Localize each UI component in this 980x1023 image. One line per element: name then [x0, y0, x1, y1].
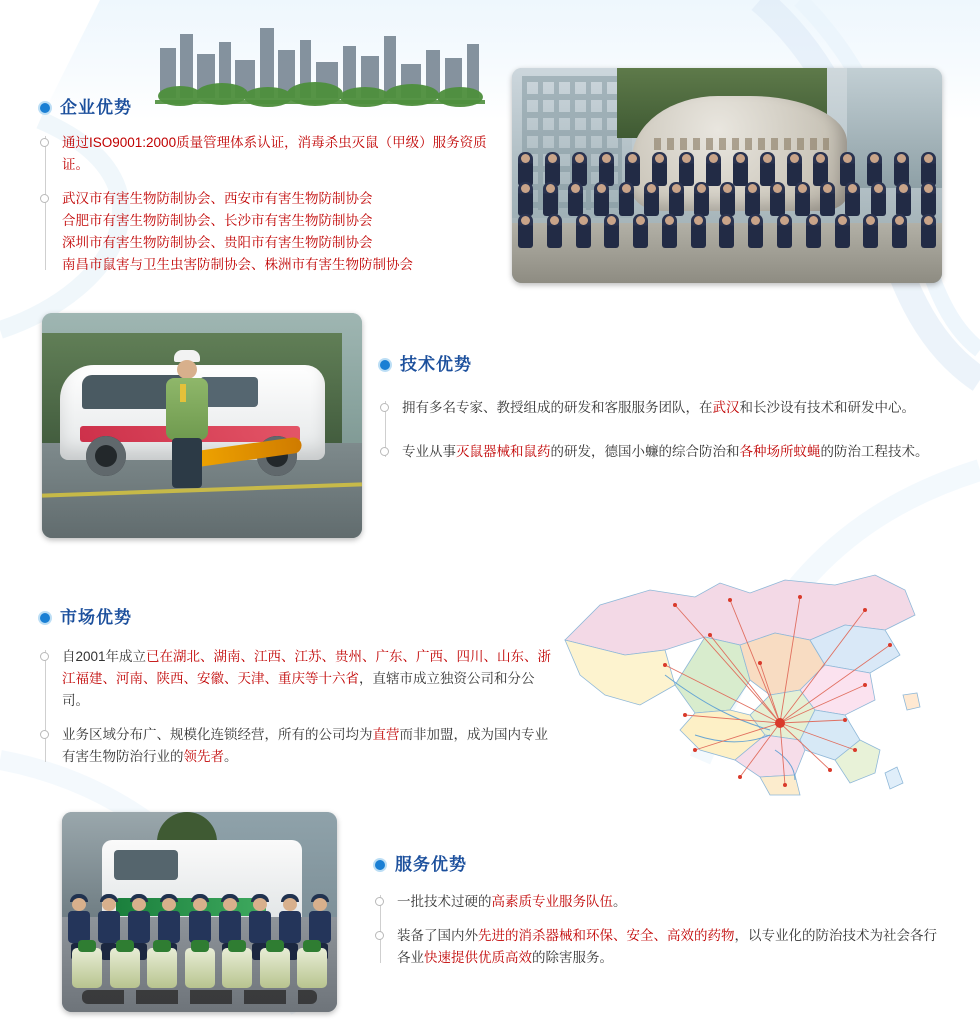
- list-item-highlight: 直营: [372, 727, 400, 742]
- section-enterprise-advantage: [40, 98, 490, 276]
- bullet-dot-icon: [40, 613, 50, 623]
- section-title-market: [40, 608, 560, 628]
- list-item-text: 业务区域分布广、规模化连锁经营: [62, 727, 265, 742]
- list-item-highlight: 各种场所蚊蝇: [739, 444, 821, 459]
- fogging-worker-photo: [42, 313, 362, 538]
- list-item-text: 通过ISO9001:2000质量管理体系认证，消毒杀虫灭鼠（甲级）服务资质证。: [62, 135, 487, 172]
- list-item-highlight: 武汉: [712, 400, 740, 415]
- list-item-text: 的研发，德国小蠊的综合防治和: [550, 444, 740, 459]
- list-item-text: 的除害服务。: [532, 950, 613, 965]
- group-photo: [512, 68, 942, 283]
- list-item-text: 深圳市有害生物防制协会、贵阳市有害生物防制协会: [62, 235, 373, 250]
- list-item-highlight: 领先者: [183, 749, 224, 764]
- bullet-ring-icon: [375, 931, 384, 940]
- list-item-text: 合肥市有害生物防制协会、长沙市有害生物防制协会: [62, 213, 373, 228]
- list-item: [397, 891, 945, 913]
- bullet-ring-icon: [380, 447, 389, 456]
- list-item: [62, 132, 490, 176]
- list-item-text: ，以专业化的防治技术为社会: [734, 928, 910, 943]
- list-item-text: 。: [613, 894, 627, 909]
- list-item: [402, 441, 960, 463]
- section-service-advantage: [375, 855, 945, 969]
- section-title-text: 企业优势: [60, 98, 132, 117]
- list-item-text: 害生物防治行业的: [75, 749, 184, 764]
- section-title-text: 市场优势: [60, 608, 132, 627]
- list-item-text: ，所有的公司均为: [264, 727, 373, 742]
- team-equipment-photo: [62, 812, 337, 1012]
- bullet-ring-icon: [375, 897, 384, 906]
- bullet-ring-icon: [40, 652, 49, 661]
- section-market-advantage: [40, 608, 560, 768]
- bullet-list-technology: [380, 397, 960, 463]
- section-title-service: [375, 855, 945, 875]
- bullet-dot-icon: [40, 103, 50, 113]
- list-item-text: 装备了国内外: [397, 928, 478, 943]
- list-item-highlight: 已在湖北、湖南、江西、江苏、贵州、广东、广西、四川、山东、浙江: [62, 649, 552, 686]
- list-item-text: 。: [224, 749, 238, 764]
- bullet-list-enterprise: [40, 132, 490, 276]
- list-item-text: 而非加盟，成为国内专业有: [62, 727, 548, 764]
- bullet-list-service: [375, 891, 945, 969]
- list-item-text: 南昌市鼠害与卫生虫害防制协会、株洲市有害生物防制协会: [62, 257, 413, 272]
- section-title-text: 服务优势: [395, 855, 467, 874]
- list-item: [62, 646, 560, 712]
- bullet-list-market: [40, 646, 560, 768]
- section-title-enterprise: [40, 98, 490, 118]
- list-item-text: 的防治工程技术。: [820, 444, 929, 459]
- list-item-text: 专业从事: [402, 444, 456, 459]
- bullet-ring-icon: [40, 138, 49, 147]
- list-item-text: 各行各业: [397, 928, 937, 965]
- list-item-text: 拥有多名专家、教授组成的研发和客服服务团队，在: [402, 400, 713, 415]
- list-item: [62, 188, 490, 276]
- list-item-highlight: 灭鼠器械和鼠药: [456, 444, 551, 459]
- list-item-highlight: 先进的消杀器械和环保、安全、高效的药物: [478, 928, 735, 943]
- section-title-text: 技术优势: [400, 355, 472, 374]
- list-item-text: 自2001年成立: [62, 649, 147, 664]
- bullet-dot-icon: [380, 360, 390, 370]
- list-item: [62, 724, 560, 768]
- bullet-ring-icon: [40, 194, 49, 203]
- bullet-ring-icon: [380, 403, 389, 412]
- list-item-text: 一批技术过硬的: [397, 894, 492, 909]
- bullet-ring-icon: [40, 730, 49, 739]
- list-item-text: 武汉市有害生物防制协会、西安市有害生物防制协会: [62, 191, 373, 206]
- bullet-dot-icon: [375, 860, 385, 870]
- city-skyline-illustration: [150, 20, 500, 110]
- list-item: [397, 925, 945, 969]
- list-item: [402, 397, 960, 419]
- list-item-highlight: 高素质专业服务队伍: [491, 894, 613, 909]
- list-item-highlight: 福建、河南、陕西、安徽、天津、重庆等十六省: [75, 671, 359, 686]
- list-item-text: 和长沙设有技术和研发中心。: [739, 400, 915, 415]
- section-technology-advantage: [380, 355, 960, 463]
- china-map: [545, 545, 945, 810]
- list-item-text: ，直辖市成立独资公司和分公司。: [62, 671, 535, 708]
- list-item-highlight: 快速提供优质高效: [424, 950, 532, 965]
- section-title-technology: [380, 355, 960, 375]
